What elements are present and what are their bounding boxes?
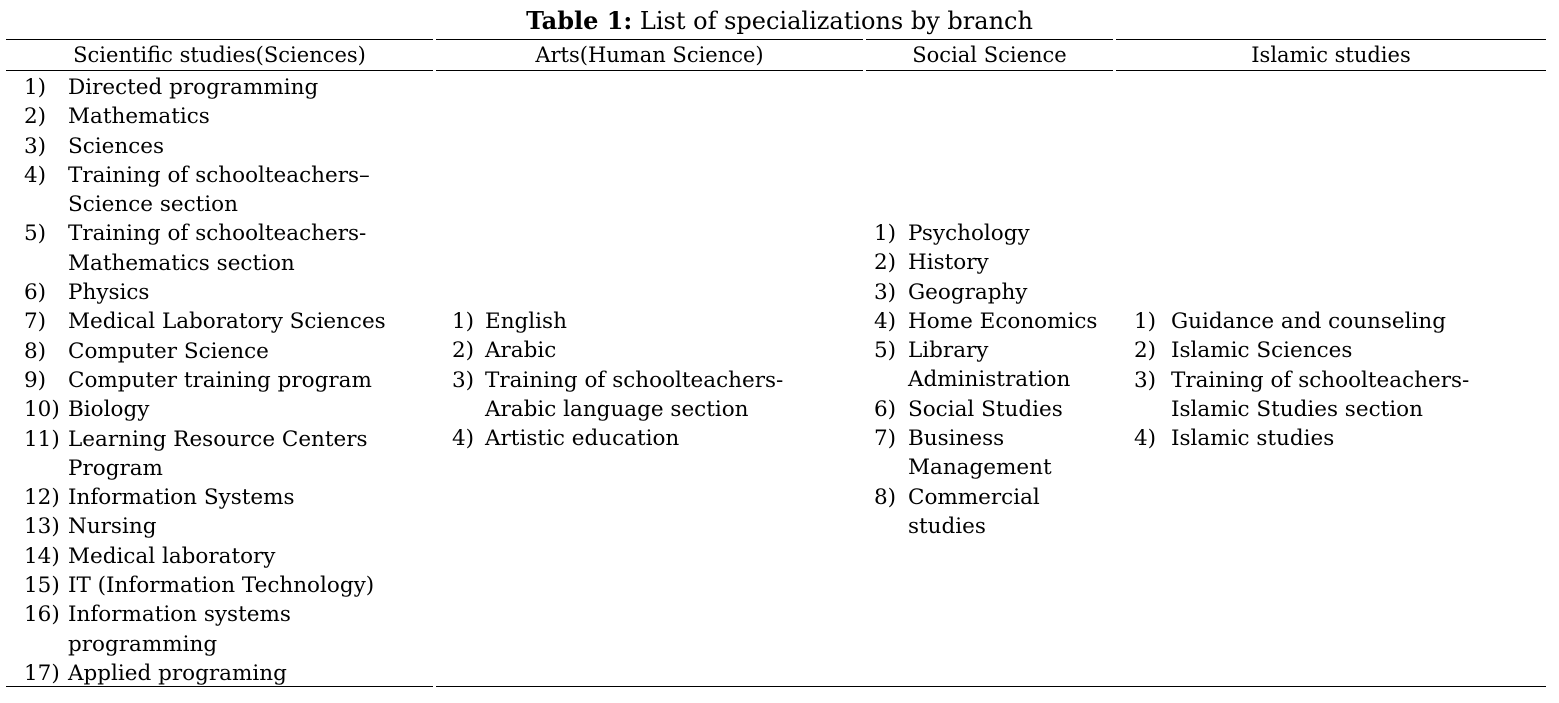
list-item-text: Social Studies xyxy=(908,396,1063,422)
list-item-number: 5) xyxy=(874,338,897,364)
list-item xyxy=(24,307,404,336)
list-item-number: 10) xyxy=(24,397,60,423)
list-item-number: 11) xyxy=(24,426,60,452)
list-item xyxy=(24,659,404,688)
list-item-text: Computer training program xyxy=(68,367,372,393)
list-item xyxy=(24,278,404,307)
list-item xyxy=(874,395,1109,424)
list-item xyxy=(24,132,404,161)
header-bottom-rule xyxy=(6,70,1546,71)
list-item xyxy=(874,483,1109,542)
list-item-number: 1) xyxy=(452,309,475,334)
list-item-text: Training of schoolteachers-Islamic Studies section xyxy=(1171,367,1470,422)
column-header-social: Social Science xyxy=(912,43,1067,67)
list-item xyxy=(874,424,1109,483)
list-item-text: Training of schoolteachers-Arabic language section xyxy=(485,367,784,422)
list-item-text: IT (Information Technology) xyxy=(68,573,375,599)
list-item xyxy=(24,512,404,541)
list-item-text: Arabic xyxy=(485,338,557,364)
list-item-text: Computer Science xyxy=(68,338,269,364)
list-item-text: Biology xyxy=(68,397,150,423)
list-item xyxy=(452,366,812,425)
list-item-text: Sciences xyxy=(68,133,165,159)
list-item-number: 2) xyxy=(24,104,47,130)
list-item-text: Physics xyxy=(68,280,150,306)
list-item-number: 6) xyxy=(874,396,897,422)
list-item-text: Business Management xyxy=(908,426,1052,481)
list-item-text: Training of schoolteachers–Science section xyxy=(68,162,370,218)
list-item-number: 7) xyxy=(24,309,47,335)
list-item xyxy=(874,248,1109,277)
list-item xyxy=(24,571,404,600)
list-item-text: Nursing xyxy=(68,514,157,540)
list-item-text: Medical laboratory xyxy=(68,543,276,569)
list-item-number: 17) xyxy=(24,660,60,686)
list-item-text: Information systems programming xyxy=(68,602,291,657)
list-item xyxy=(24,542,404,571)
list-item-text: Medical Laboratory Sciences xyxy=(68,309,386,335)
list-item-number: 16) xyxy=(24,602,60,628)
list-item-number: 1) xyxy=(1134,309,1157,334)
islamic-studies-list xyxy=(1134,307,1534,453)
list-item xyxy=(874,307,1109,336)
list-item-text: English xyxy=(485,309,567,334)
list-item-text: Applied programing xyxy=(68,660,287,686)
list-item-number: 8) xyxy=(874,484,897,510)
list-item xyxy=(24,219,404,278)
list-item-number: 4) xyxy=(874,308,897,334)
list-item-number: 7) xyxy=(874,426,897,452)
list-item xyxy=(1134,366,1534,425)
list-item-number: 4) xyxy=(452,426,475,452)
column-header-islamic: Islamic studies xyxy=(1251,43,1411,67)
list-item-number: 14) xyxy=(24,543,60,569)
list-item-text: Guidance and counseling xyxy=(1171,309,1446,334)
list-item-number: 2) xyxy=(874,250,897,276)
list-item xyxy=(24,161,404,220)
list-item-text: Islamic studies xyxy=(1171,426,1335,452)
list-item xyxy=(874,278,1109,307)
list-item-number: 1) xyxy=(874,221,897,246)
list-item xyxy=(24,102,404,131)
list-item xyxy=(24,395,404,424)
table-top-rule xyxy=(6,39,1546,40)
list-item-text: Geography xyxy=(908,279,1028,305)
list-item-number: 3) xyxy=(24,133,47,159)
list-item xyxy=(452,336,812,365)
list-item-number: 4) xyxy=(24,162,47,188)
column-header-sciences: Scientific studies(Sciences) xyxy=(73,43,366,67)
list-item-number: 13) xyxy=(24,514,60,540)
list-item xyxy=(1134,336,1534,365)
list-item-number: 3) xyxy=(1134,367,1157,393)
list-item-text: Psychology xyxy=(908,221,1030,246)
list-item-text: Directed programming xyxy=(68,75,319,100)
list-item-number: 12) xyxy=(24,485,60,511)
sciences-list xyxy=(24,73,404,688)
list-item-number: 1) xyxy=(24,75,47,100)
list-item-number: 8) xyxy=(24,338,47,364)
list-item-text: Commercial studies xyxy=(908,484,1040,539)
list-item-text: Home Economics xyxy=(908,308,1098,334)
list-item-number: 6) xyxy=(24,280,47,306)
list-item xyxy=(24,366,404,395)
list-item xyxy=(452,424,812,453)
list-item xyxy=(874,336,1109,395)
social-science-list xyxy=(874,219,1109,541)
list-item xyxy=(24,425,404,484)
list-item-number: 2) xyxy=(452,338,475,364)
list-item-number: 5) xyxy=(24,221,47,247)
list-item xyxy=(874,219,1109,248)
list-item xyxy=(24,600,404,659)
column-header-arts: Arts(Human Science) xyxy=(535,43,764,67)
list-item xyxy=(1134,424,1534,453)
caption-label: Table 1: xyxy=(526,6,633,35)
list-item-text: Library Administration xyxy=(908,338,1071,393)
list-item xyxy=(24,337,404,366)
list-item-text: Islamic Sciences xyxy=(1171,338,1353,364)
list-item-text: Information Systems xyxy=(68,485,295,511)
list-item-text: Mathematics xyxy=(68,104,210,130)
list-item-number: 15) xyxy=(24,573,60,599)
list-item-text: Artistic education xyxy=(485,426,680,452)
caption-text: List of specializations by branch xyxy=(639,7,1033,35)
list-item-number: 3) xyxy=(874,279,897,305)
list-item-text: History xyxy=(908,250,989,276)
list-item xyxy=(24,483,404,512)
list-item-text: Training of schoolteachers-Mathematics section xyxy=(68,221,367,276)
list-item-number: 2) xyxy=(1134,338,1157,364)
list-item-number: 4) xyxy=(1134,426,1157,452)
list-item-text: Learning Resource Centers Program xyxy=(68,426,368,481)
list-item xyxy=(24,73,404,102)
list-item-number: 3) xyxy=(452,367,475,393)
list-item xyxy=(1134,307,1534,336)
arts-list xyxy=(452,307,812,453)
list-item xyxy=(452,307,812,336)
table-caption xyxy=(0,6,1559,36)
list-item-number: 9) xyxy=(24,367,47,393)
